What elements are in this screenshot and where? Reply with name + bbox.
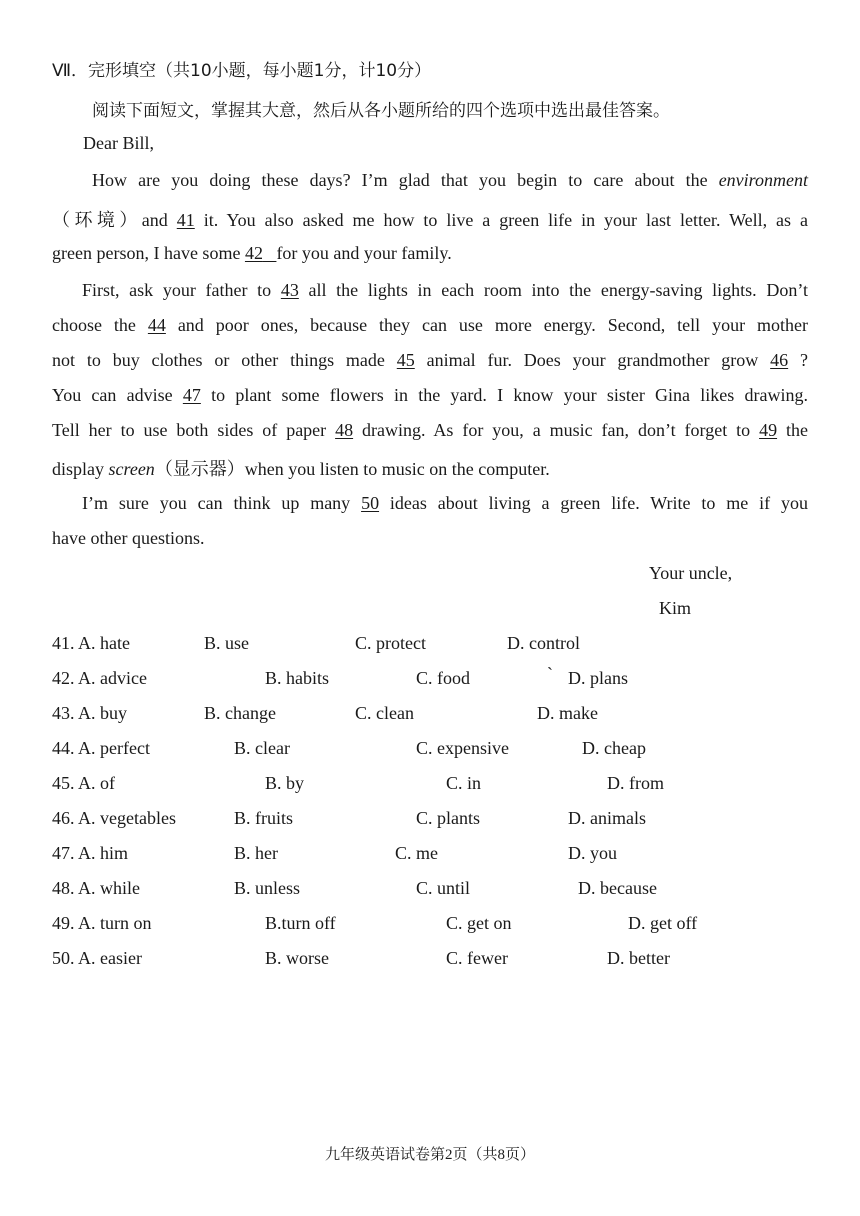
- option-d: D. get off: [628, 913, 698, 933]
- blank-46: 46: [770, 350, 789, 370]
- option-d: D. plans: [568, 668, 628, 688]
- paragraph-1-line-1: How are you doing these days? I’m glad that you begin to care about the environment: [92, 170, 808, 190]
- option-a: 50. A. easier: [52, 948, 142, 968]
- option-b: B. habits: [265, 668, 330, 688]
- option-c: C. until: [416, 878, 471, 898]
- option-d: D. from: [607, 773, 664, 793]
- option-b: B. fruits: [234, 808, 294, 828]
- option-a: 44. A. perfect: [52, 738, 150, 758]
- option-d: D. you: [568, 843, 617, 863]
- option-a: 47. A. him: [52, 843, 129, 863]
- option-c: C. clean: [355, 703, 414, 723]
- option-c: C. me: [395, 843, 438, 863]
- option-b: B. use: [204, 633, 249, 653]
- option-d: D. better: [607, 948, 670, 968]
- option-c: C. protect: [355, 633, 426, 653]
- option-a: 42. A. advice: [52, 668, 147, 688]
- blank-45: 45: [396, 350, 415, 370]
- option-a: 41. A. hate: [52, 633, 130, 653]
- paragraph-2-line-3: not to buy clothes or other things made 45 animal fur. Does your grandmother grow 46 ?: [52, 350, 808, 370]
- section-instruction: 阅读下面短文，掌握其大意，然后从各小题所给的四个选项中选出最佳答案。: [92, 101, 670, 121]
- paragraph-1-line-2: （环境）and 41 it. You also asked me how to live a green life in your last letter. Well, as a: [52, 210, 808, 230]
- blank-48: 48: [335, 420, 354, 440]
- option-d: D. make: [537, 703, 598, 723]
- paragraph-2-line-5: Tell her to use both sides of paper 48 drawing. As for you, a music fan, don’t forget to 49 the: [52, 420, 808, 440]
- blank-42: 42: [244, 243, 263, 263]
- option-b: B. clear: [234, 738, 290, 758]
- option-c: C. expensive: [416, 738, 509, 758]
- blank-44: 44: [147, 315, 166, 335]
- option-d: D. because: [578, 878, 657, 898]
- paragraph-3-line-1: I’m sure you can think up many 50 ideas about living a green life. Write to me if you: [82, 493, 808, 513]
- option-d: D. animals: [568, 808, 646, 828]
- paragraph-2-line-2: choose the 44 and poor ones, because they can use more energy. Second, tell your mother: [52, 315, 808, 335]
- option-a: 46. A. vegetables: [52, 808, 176, 828]
- section-title: Ⅶ．完形填空（共10小题，每小题1分，计10分）: [52, 61, 432, 81]
- page-footer: 九年级英语试卷第2页（共8页）: [324, 1147, 535, 1163]
- option-a: 48. A. while: [52, 878, 140, 898]
- paragraph-3-line-2: have other questions.: [52, 528, 205, 548]
- stray-mark: `: [547, 664, 553, 684]
- blank-43: 43: [280, 280, 299, 300]
- option-c: C. get on: [446, 913, 512, 933]
- paragraph-2-line-6: display screen（显示器）when you listen to music on the computer.: [52, 459, 550, 479]
- closing: Your uncle,: [649, 563, 733, 583]
- word-environment: environment: [718, 170, 808, 190]
- option-b: B. her: [234, 843, 278, 863]
- option-b: B. unless: [234, 878, 301, 898]
- option-c: C. plants: [416, 808, 481, 828]
- option-a: 45. A. of: [52, 773, 115, 793]
- option-b: B. change: [204, 703, 276, 723]
- option-a: 49. A. turn on: [52, 913, 152, 933]
- signature: Kim: [659, 598, 692, 618]
- blank-41: 41: [176, 210, 195, 230]
- option-a: 43. A. buy: [52, 703, 128, 723]
- salutation: Dear Bill,: [83, 133, 154, 153]
- paragraph-2-line-4: You can advise 47 to plant some flowers in the yard. I know your sister Gina likes drawing.: [52, 385, 808, 405]
- option-c: C. fewer: [446, 948, 508, 968]
- word-screen: screen: [108, 459, 155, 479]
- blank-47: 47: [182, 385, 201, 405]
- option-d: D. control: [507, 633, 580, 653]
- option-d: D. cheap: [582, 738, 646, 758]
- blank-49: 49: [759, 420, 778, 440]
- option-b: B. worse: [265, 948, 329, 968]
- option-c: C. food: [416, 668, 470, 688]
- option-b: B.turn off: [265, 913, 336, 933]
- blank-50: 50: [361, 493, 380, 513]
- paragraph-1-line-3: green person, I have some 42 for you and your family.: [52, 243, 452, 263]
- option-c: C. in: [446, 773, 482, 793]
- option-b: B. by: [265, 773, 305, 793]
- paragraph-2-line-1: First, ask your father to 43 all the lights in each room into the energy-saving lights. Don’t: [82, 280, 809, 300]
